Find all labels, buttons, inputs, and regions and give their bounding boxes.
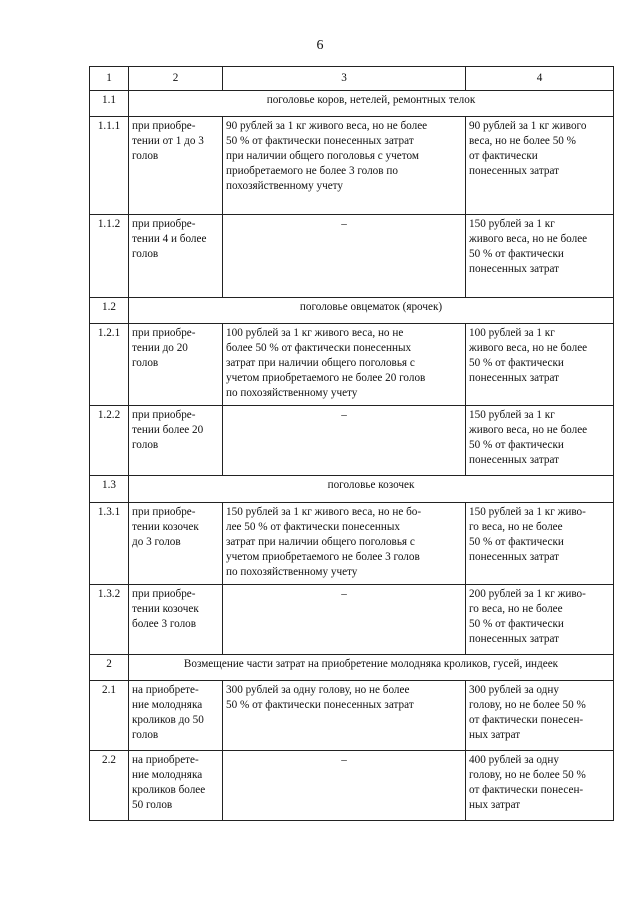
row-number: 1.3.1 xyxy=(90,503,129,585)
rate: 300 рублей за одну голову, но не более 50 % от фактически понесен- ных затрат xyxy=(466,681,614,751)
subsidy-rates-table xyxy=(89,66,614,821)
row-number: 1.2.1 xyxy=(90,324,129,406)
header-cell-2: 2 xyxy=(129,67,223,91)
rate: 100 рублей за 1 кг живого веса, но не более 50 % от фактически понесенных затрат xyxy=(466,324,614,406)
table-row xyxy=(90,324,614,406)
section-row xyxy=(90,91,614,117)
row-number: 1.1.1 xyxy=(90,117,129,215)
table-row xyxy=(90,681,614,751)
acquisition-condition: при приобре- тении от 1 до 3 голов xyxy=(129,117,223,215)
acquisition-condition: на приобрете- ние молодняка кроликов до 50 голов xyxy=(129,681,223,751)
header-cell-3: 3 xyxy=(223,67,466,91)
rate-with-herd-condition: – xyxy=(223,751,466,821)
table-header-row xyxy=(90,67,614,91)
row-number: 1.2.2 xyxy=(90,406,129,476)
table-row xyxy=(90,406,614,476)
acquisition-condition: при приобре- тении более 20 голов xyxy=(129,406,223,476)
section-title: поголовье коров, нетелей, ремонтных телок xyxy=(129,91,614,117)
section-row xyxy=(90,476,614,503)
rate-with-herd-condition: – xyxy=(223,585,466,655)
row-number: 1.3.2 xyxy=(90,585,129,655)
table-row xyxy=(90,503,614,585)
section-title: Возмещение части затрат на приобретение молодняка кроликов, гусей, индеек xyxy=(129,655,614,681)
acquisition-condition: при приобре- тении 4 и более голов xyxy=(129,215,223,298)
acquisition-condition: при приобре- тении до 20 голов xyxy=(129,324,223,406)
header-cell-4: 4 xyxy=(466,67,614,91)
rate: 150 рублей за 1 кг живого веса, но не более 50 % от фактически понесенных затрат xyxy=(466,406,614,476)
row-number: 1.1 xyxy=(90,91,129,117)
rate: 150 рублей за 1 кг живого веса, но не более 50 % от фактически понесенных затрат xyxy=(466,215,614,298)
section-title: поголовье козочек xyxy=(129,476,614,503)
rate-with-herd-condition: – xyxy=(223,406,466,476)
section-row xyxy=(90,655,614,681)
rate-with-herd-condition: – xyxy=(223,215,466,298)
page-number: 6 xyxy=(316,38,324,53)
section-row xyxy=(90,298,614,324)
rate-with-herd-condition: 90 рублей за 1 кг живого веса, но не более 50 % от фактически понесенных затрат при наличии общего поголовья с учетом приобретаемого не более 3 голов по похозяйственному учету xyxy=(223,117,466,215)
row-number: 2.1 xyxy=(90,681,129,751)
header-cell-1: 1 xyxy=(90,67,129,91)
rate: 200 рублей за 1 кг живо- го веса, но не более 50 % от фактически понесенных затрат xyxy=(466,585,614,655)
section-title: поголовье овцематок (ярочек) xyxy=(129,298,614,324)
row-number: 1.1.2 xyxy=(90,215,129,298)
row-number: 2.2 xyxy=(90,751,129,821)
row-number: 1.2 xyxy=(90,298,129,324)
acquisition-condition: при приобре- тении козочек более 3 голов xyxy=(129,585,223,655)
row-number: 2 xyxy=(90,655,129,681)
rate-with-herd-condition: 100 рублей за 1 кг живого веса, но не более 50 % от фактически понесенных затрат при наличии общего поголовья с учетом приобретаемого не более 20 голов по похозяйственному учету xyxy=(223,324,466,406)
row-number: 1.3 xyxy=(90,476,129,503)
rate-with-herd-condition: 300 рублей за одну голову, но не более 50 % от фактически понесенных затрат xyxy=(223,681,466,751)
acquisition-condition: на приобрете- ние молодняка кроликов более 50 голов xyxy=(129,751,223,821)
rate: 400 рублей за одну голову, но не более 50 % от фактически понесен- ных затрат xyxy=(466,751,614,821)
rate: 90 рублей за 1 кг живого веса, но не более 50 % от фактически понесенных затрат xyxy=(466,117,614,215)
table-row xyxy=(90,215,614,298)
table-row xyxy=(90,117,614,215)
rate-with-herd-condition: 150 рублей за 1 кг живого веса, но не бо- лее 50 % от фактически понесенных затрат при наличии общего поголовья с учетом приобретаемого не более 3 голов по похозяйственному учету xyxy=(223,503,466,585)
table-row xyxy=(90,585,614,655)
table-row xyxy=(90,751,614,821)
acquisition-condition: при приобре- тении козочек до 3 голов xyxy=(129,503,223,585)
rate: 150 рублей за 1 кг живо- го веса, но не более 50 % от фактически понесенных затрат xyxy=(466,503,614,585)
